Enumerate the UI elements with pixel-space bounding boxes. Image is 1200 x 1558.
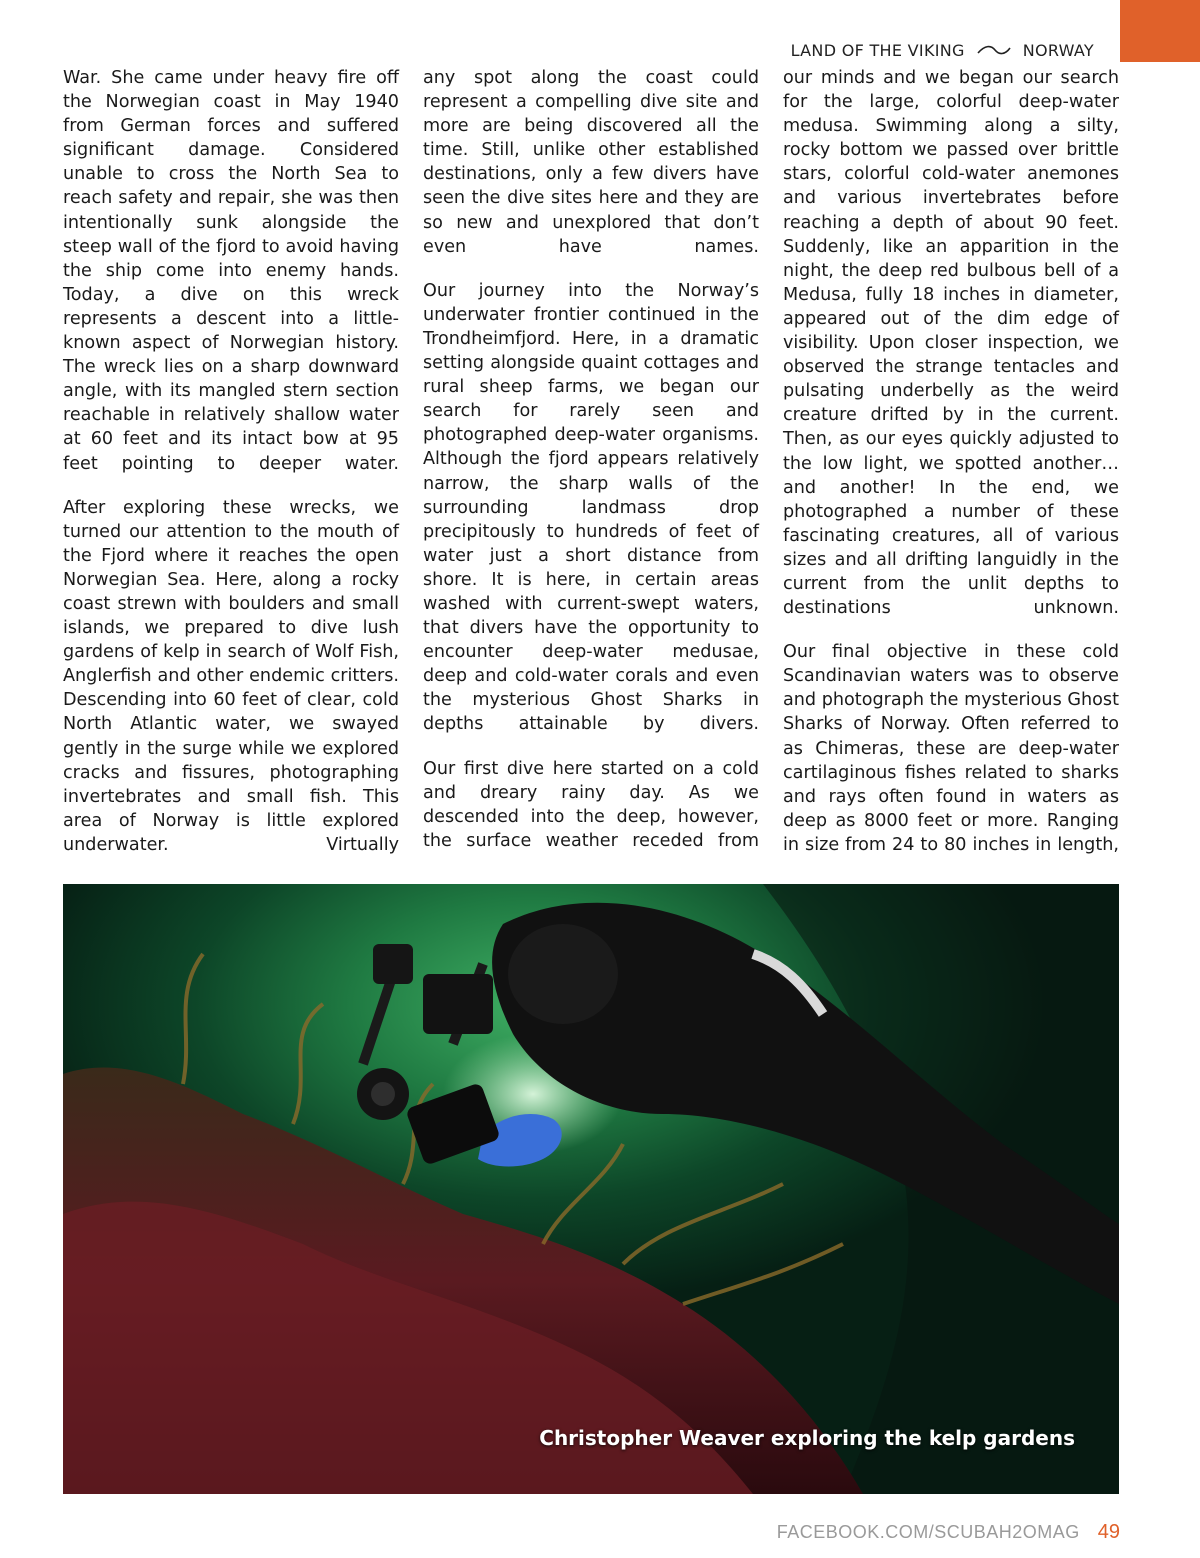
- page-footer: [777, 1521, 1120, 1544]
- column-3: [783, 66, 1119, 857]
- header-location: NORWAY: [1022, 40, 1094, 60]
- page-number: 49: [1097, 1521, 1120, 1543]
- paragraph: Our journey into the Norway’s underwater frontier continued in the Trondheimfjord. Here, in a dramatic setting alongside quaint cottages and rural sheep farms, we began our search for rarely seen and photographed deep-water organisms. Although the fjord appears relatively narrow, the sharp walls of the surrounding landmass drop precipitously to hundreds of feet of water just a short distance from shore. It is here, in certain areas washed with current-swept waters, that divers have the opportunity to encounter deep-water medusae, deep and cold-water corals and even the mysterious Ghost Sharks in depths attainable by divers.: [423, 280, 759, 735]
- diver-photo: [63, 884, 1119, 1494]
- paragraph: Our final objective in these cold Scandinavian waters was to observe and photograph the mysterious Ghost Sharks of Norway. Often referred to as Chimeras, these are deep-water cartilaginous fishes related to sharks and rays often found in waters as deep as 8000 feet or more. Ranging in size from 24 to 80 inches in length,: [783, 642, 1119, 855]
- header-section: LAND OF THE VIKING: [790, 40, 965, 60]
- column-1: [63, 66, 399, 857]
- running-header: [791, 38, 1094, 62]
- swoosh-icon: [977, 43, 1011, 57]
- column-2: [423, 66, 759, 857]
- article-body: [63, 66, 1119, 857]
- paragraph: After exploring these wrecks, we turned our attention to the mouth of the Fjord where it reaches the open Norwegian Sea. Here, along a rocky coast strewn with boulders and small islands, we prepared to dive lush gardens of kelp in search of Wolf Fish, Anglerfish and other endemic critters. Descending into 60 feet of clear, cold North Atlantic water, we swayed gently in the surge while we explored cracks and fissures, photographing invertebrates and small fish. This area of Norway is little explored underwater. Virtually: [63, 497, 399, 855]
- footer-site: FACEBOOK.COM/SCUBAH2OMAG: [776, 1522, 1080, 1542]
- paragraph: our minds and we began our search for the large, colorful deep-water medusa. Swimming along a silty, rocky bottom we passed over brittle stars, colorful cold-water anemones and various invertebrates before reaching a depth of about 90 feet. Suddenly, like an apparition in the night, the deep red bulbous bell of a Medusa, fully 18 inches in diameter, appeared out of the dim edge of visibility. Upon closer inspection, we observed the strange tentacles and pulsating underbelly as the weird creature drifted by in the current. Then, as our eyes quickly adjusted to the low light, we spotted another…and another! In the end, we photographed a number of these fascinating creatures, all of various sizes and all drifting languidly in the current from the unlit depths to destinations unknown.: [783, 68, 1119, 619]
- section-color-tab: [1120, 0, 1200, 62]
- paragraph: War. She came under heavy fire off the Norwegian coast in May 1940 from German forces and suffered significant damage. Considered unable to cross the North Sea to reach safety and repair, she was then intentionally sunk alongside the steep wall of the fjord to avoid having the ship come into enemy hands. Today, a dive on this wreck represents a descent into a little-known aspect of Norwegian history. The wreck lies on a sharp downward angle, with its mangled stern section reachable in relatively shallow water at 60 feet and its intact bow at 95 feet pointing to deeper water.: [63, 68, 399, 474]
- paragraph: Our first dive here started on a cold and dreary rainy day. As we descended into the deep, however, the surface weather receded from: [423, 758, 759, 851]
- underwater-scene-illustration: [63, 884, 1119, 1494]
- photo-caption: Christopher Weaver exploring the kelp gardens: [539, 1426, 1075, 1450]
- paragraph: any spot along the coast could represent a compelling dive site and more are being discovered all the time. Still, unlike other established destinations, only a few divers have seen the dive sites here and they are so new and unexplored that don’t even have names.: [423, 68, 759, 257]
